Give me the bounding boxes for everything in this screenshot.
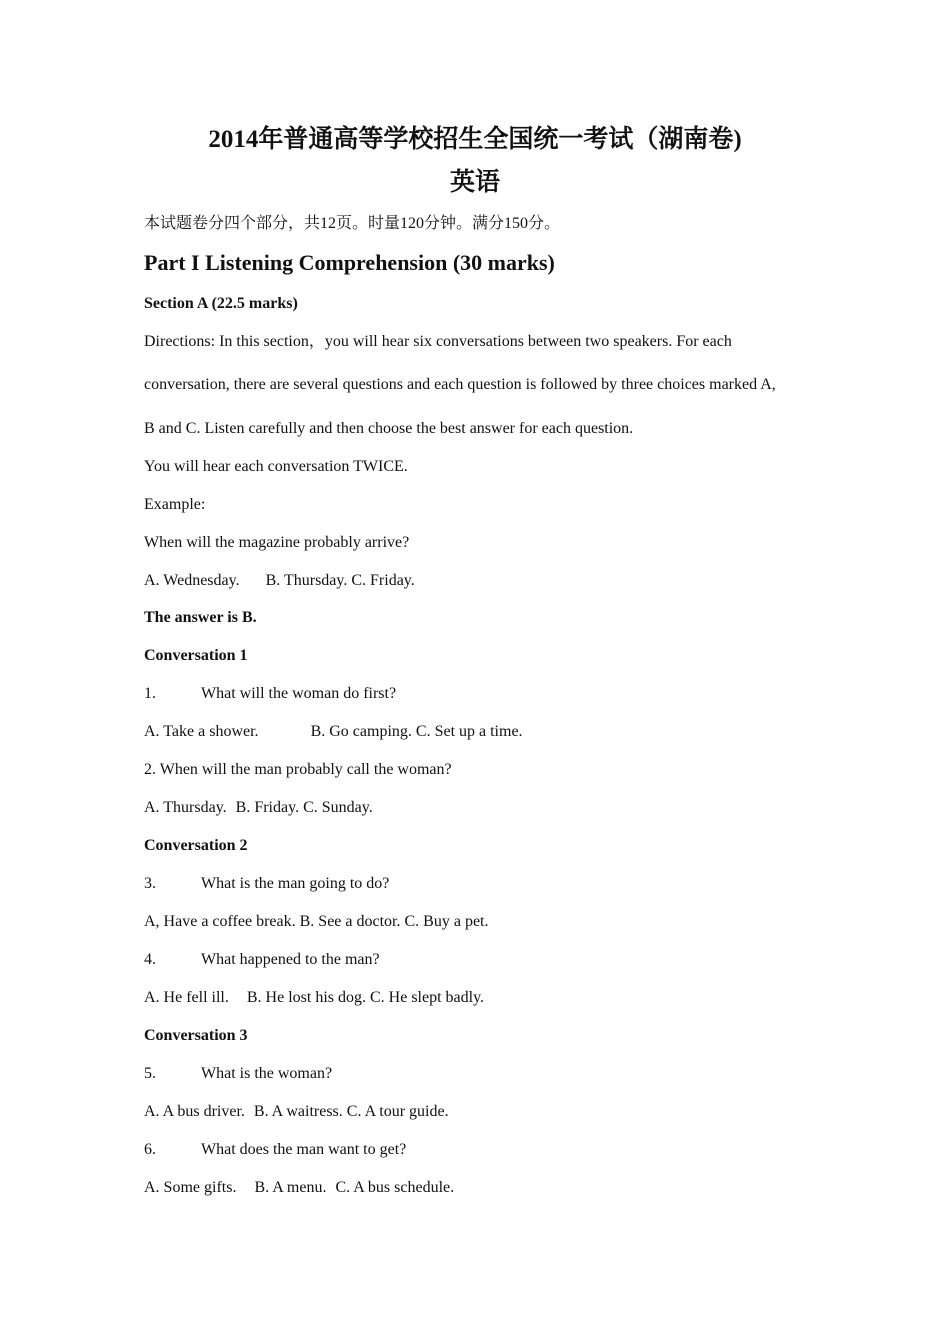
question-number: 4. [144,951,156,968]
example-answer: The answer is B. [144,609,257,626]
conversation-2-label: Conversation 2 [144,837,248,854]
question-number: 6. [144,1141,156,1158]
example-label: Example: [144,496,206,513]
choice-c: C. Friday. [351,572,415,589]
listen-twice-note: You will hear each conversation TWICE. [144,458,408,475]
choice-a: A. A bus driver. [144,1103,245,1120]
question-1 [144,684,396,704]
question-text: What is the man going to do? [201,875,390,892]
choice-b: B. Go camping. [310,723,412,740]
exam-subject: 英语 [449,169,500,196]
choice-a: A. Some gifts. [144,1179,237,1196]
choice-b: B. Thursday. [265,572,348,589]
question-4-choices [144,988,484,1008]
exam-title: 2014年普通高等学校招生全国统一考试（湖南卷) [208,126,742,153]
choice-a: A. Take a shower. [144,723,259,740]
question-2-choices [144,798,373,818]
choice-a: A. He fell ill. [144,989,229,1006]
choice-c: C. A tour guide. [346,1103,449,1120]
directions-line-3: B and C. Listen carefully and then choose the best answer for each question. [144,420,634,437]
question-5-choices [144,1102,449,1122]
conversation-3-label: Conversation 3 [144,1027,248,1044]
choice-b: B. A waitress. [253,1103,343,1120]
question-text: What happened to the man? [201,951,380,968]
choice-b: B. He lost his dog. [246,989,366,1006]
directions-line-1: Directions: In this section，you will hear six conversations between two speakers. For each [144,333,732,350]
choice-b: B. A menu. [254,1179,327,1196]
question-number: 1. [144,685,156,702]
question-text: What is the woman? [201,1065,333,1082]
question-2: 2. When will the man probably call the woman? [144,761,452,778]
question-number: 3. [144,875,156,892]
conversation-1-label: Conversation 1 [144,647,248,664]
question-1-choices [144,722,523,742]
example-choices [144,571,415,591]
question-6-choices [144,1178,454,1198]
choice-a: A. Thursday. [144,799,227,816]
choice-c: C. He slept badly. [370,989,485,1006]
part-heading: Part I Listening Comprehension (30 marks) [144,250,555,275]
question-5 [144,1064,332,1084]
choice-c: C. Buy a pet. [404,913,489,930]
question-3-choices [144,912,489,932]
exam-intro: 本试题卷分四个部分，共12页。时量120分钟。满分150分。 [144,215,561,232]
question-4 [144,950,380,970]
directions-line-2: conversation, there are several questions and each question is followed by three choices marked A, [144,376,776,393]
choice-c: C. Set up a time. [415,723,523,740]
example-question: When will the magazine probably arrive? [144,534,410,551]
question-6 [144,1140,406,1160]
choice-a: A. Wednesday. [144,572,240,589]
question-text: What will the woman do first? [201,685,397,702]
choice-a: A, Have a coffee break. [144,913,296,930]
choice-c: C. A bus schedule. [335,1179,455,1196]
choice-b: B. Friday. [235,799,300,816]
choice-c: C. Sunday. [303,799,373,816]
question-3 [144,874,389,894]
question-text: What does the man want to get? [201,1141,407,1158]
section-heading: Section A (22.5 marks) [144,295,298,312]
choice-b: B. See a doctor. [299,913,401,930]
question-number: 5. [144,1065,156,1082]
